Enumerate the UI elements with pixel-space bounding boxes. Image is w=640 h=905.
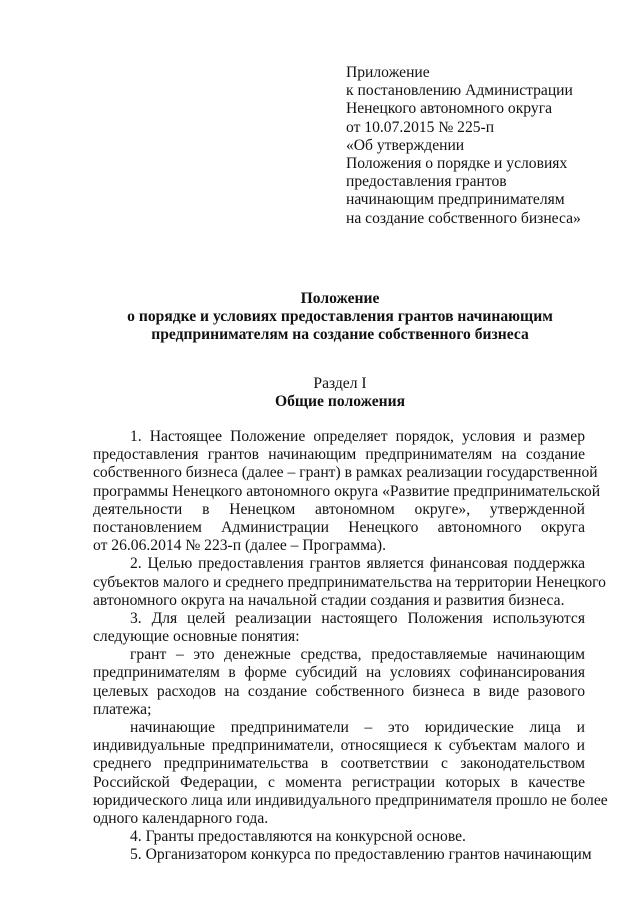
paragraph-line: постановлением Администрации Ненецкого автономного округа (93, 518, 585, 536)
paragraph-line: юридического лица или индивидуального предпринимателя прошло не более (93, 791, 608, 809)
paragraph-line: начинающие предприниматели – это юридические лица и (130, 719, 585, 736)
paragraph-line: собственного бизнеса (далее – грант) в рамках реализации государственной (93, 464, 598, 482)
paragraph-line: 2. Целью предоставления грантов является финансовая поддержка (130, 555, 585, 573)
paragraph-line: грант – это денежные средства, предоставляемые начинающим (130, 646, 585, 664)
paragraph-line: Российской Федерации, с момента регистрации которых в качестве (93, 773, 585, 791)
appendix-line: Приложение (346, 64, 430, 81)
document-title (80, 290, 600, 345)
appendix-line: к постановлению Администрации (346, 82, 573, 100)
title-line: о порядке и условиях предоставления грантов начинающим (127, 308, 553, 326)
appendix-line: Положения о порядке и условиях (346, 155, 568, 173)
paragraph-line: деятельности в Ненецком автономном округе», утвержденной (93, 500, 585, 518)
appendix-line: предоставления грантов (346, 173, 507, 191)
paragraph-line: 5. Организатором конкурса по предоставлению грантов начинающим (130, 846, 592, 864)
paragraph-line: одного календарного года. (93, 809, 269, 827)
section-heading (80, 375, 600, 411)
appendix-line: начинающим предпринимателям (346, 191, 565, 209)
appendix-line: Ненецкого автономного округа (346, 100, 553, 118)
paragraph-line: от 26.06.2014 № 223-п (далее – Программа). (93, 537, 386, 555)
paragraph-line: платежа; (93, 700, 152, 718)
paragraph-line: следующие основные понятия: (93, 628, 300, 646)
paragraph-line: целевых расходов на создание собственного бизнеса в виде разового (93, 682, 585, 700)
appendix-line: на создание собственного бизнеса» (346, 209, 581, 227)
paragraph-line: среднего предпринимательства в соответствии с законодательством (93, 755, 585, 773)
body-text (93, 428, 608, 865)
title-line: предпринимателям на создание собственного бизнеса (151, 326, 529, 344)
appendix-header (346, 64, 581, 228)
paragraph-line: субъектов малого и среднего предпринимательства на территории Ненецкого (93, 573, 606, 591)
section-number: Раздел I (313, 375, 367, 392)
title-line: Положение (300, 290, 380, 307)
appendix-line: «Об утверждении (346, 136, 465, 154)
paragraph-line: 1. Настоящее Положение определяет порядок, условия и размер (130, 428, 585, 445)
paragraph-line: 3. Для целей реализации настоящего Положения используются (130, 609, 585, 627)
section-name: Общие положения (274, 393, 406, 411)
paragraph-line: программы Ненецкого автономного округа «Развитие предпринимательской (93, 482, 601, 500)
paragraph-line: предпринимателям в форме субсидий на условиях софинансирования (93, 664, 585, 682)
appendix-line: от 10.07.2015 № 225-п (346, 118, 495, 136)
paragraph-line: автономного округа на начальной стадии создания и развития бизнеса. (93, 591, 565, 609)
paragraph-line: предоставления грантов начинающим предпринимателям на создание (93, 446, 585, 464)
paragraph-line: индивидуальные предприниматели, относящиеся к субъектам малого и (93, 737, 585, 755)
paragraph-line: 4. Гранты предоставляются на конкурсной основе. (130, 828, 466, 846)
